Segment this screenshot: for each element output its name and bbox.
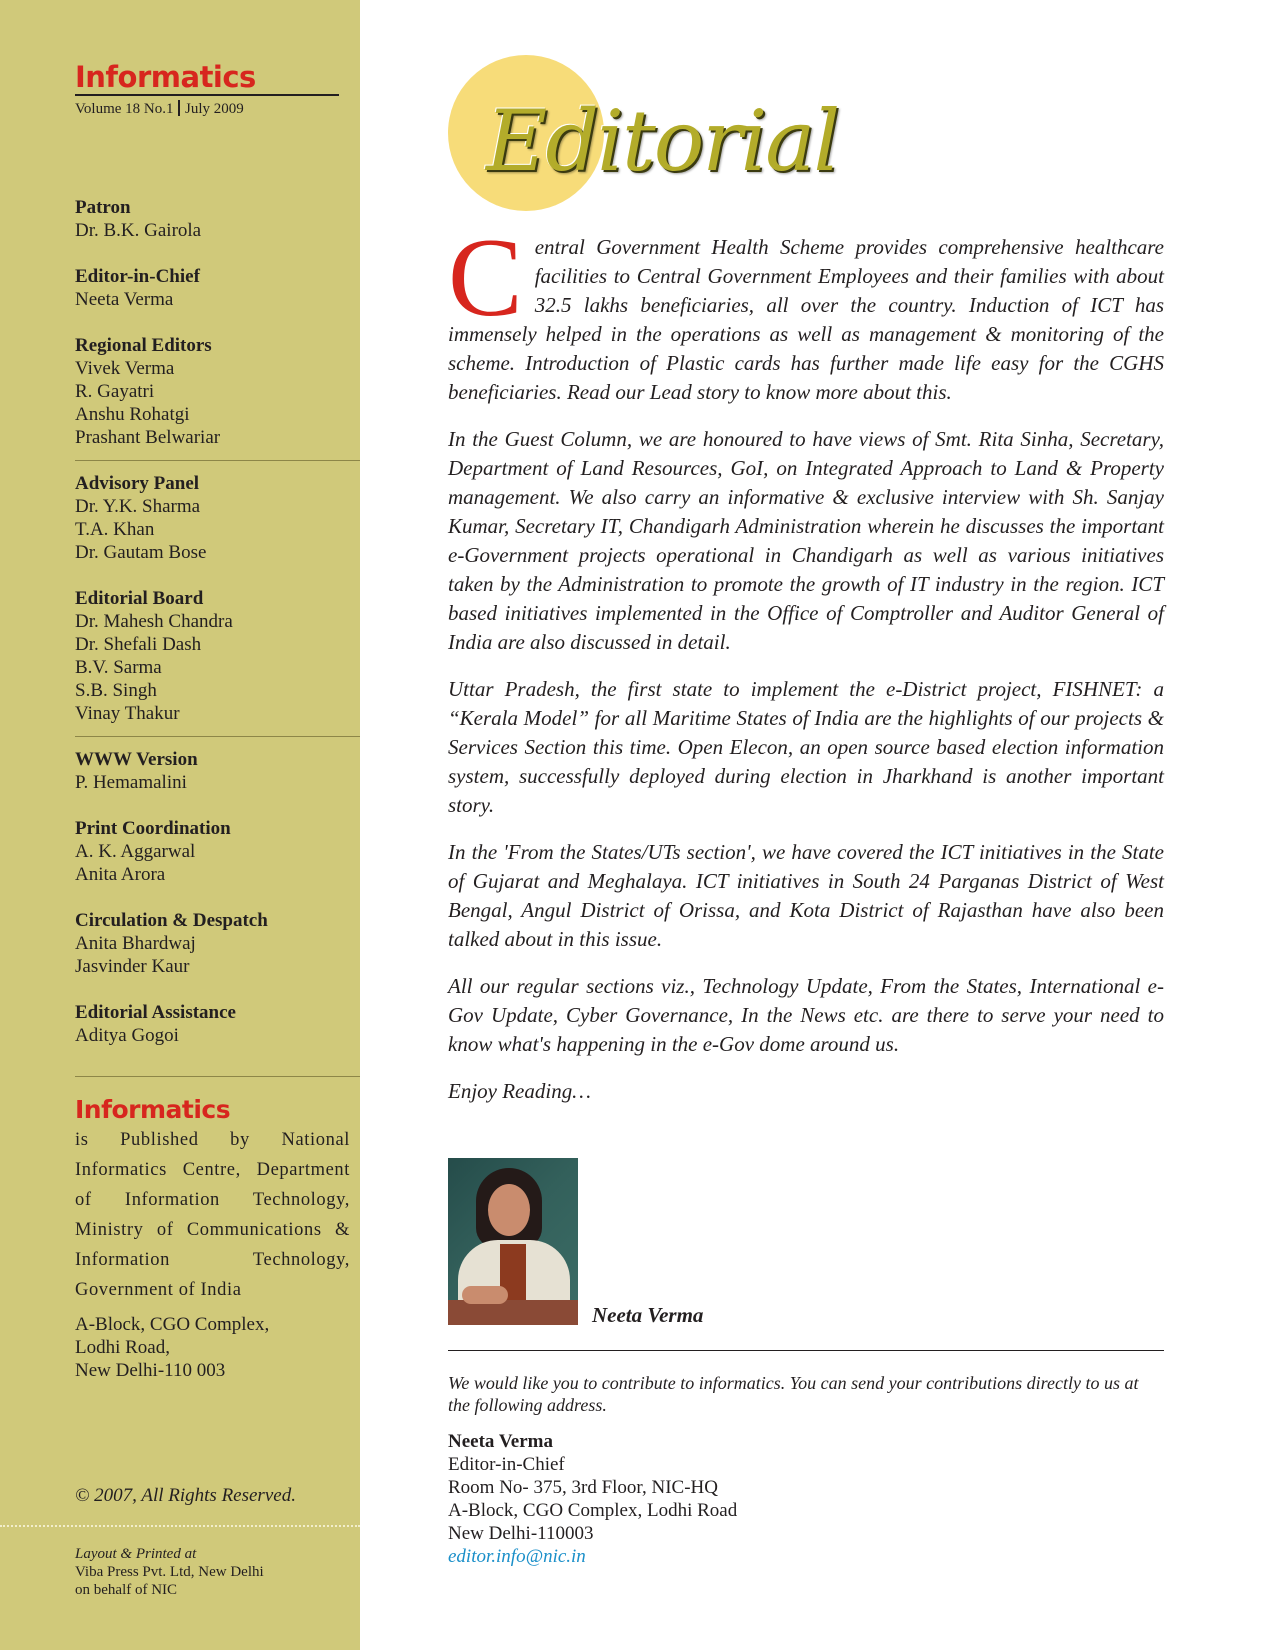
issue-volume: Volume 18 No.1 <box>75 101 174 117</box>
credit-group <box>75 265 360 311</box>
photo-table-shape <box>448 1300 578 1325</box>
publisher-block <box>75 1095 350 1382</box>
credit-name: Vivek Verma <box>75 358 175 379</box>
masthead-sidebar <box>0 0 360 1650</box>
credit-name: Anita Arora <box>75 864 166 885</box>
publisher-text: is Published by National Informatics Centre, Department of Information Technology, Ministry of Communications & Information Technology, Government of India <box>75 1130 350 1300</box>
editorial-paragraph: All our regular sections viz., Technology Update, From the States, International e-Gov Update, Cyber Governance, In the News etc. are there to serve your need to know what's happening in the e-Gov dome around us. <box>448 974 1164 1056</box>
printer-info <box>75 1545 264 1599</box>
editorial-paragraph: In the 'From the States/UTs section', we have covered the ICT initiatives in the State of Gujarat and Meghalaya. ICT initiatives in South 24 Parganas District of West Bengal, Angul District of Orissa, and Kota District of Rajasthan have also been talked about in this issue. <box>448 840 1164 951</box>
credit-group <box>75 1001 360 1047</box>
contact-line: New Delhi-110003 <box>448 1523 594 1544</box>
photo-face-shape <box>488 1184 530 1236</box>
contact-name: Neeta Verma <box>448 1431 553 1452</box>
credit-role: Patron <box>75 197 131 218</box>
credit-role: Circulation & Despatch <box>75 910 268 931</box>
credit-group <box>75 909 360 978</box>
credit-name: Dr. Y.K. Sharma <box>75 496 201 517</box>
issue-separator <box>178 100 180 116</box>
drop-cap: C <box>448 216 523 340</box>
publisher-rule <box>75 1076 360 1077</box>
credit-role: Regional Editors <box>75 335 212 356</box>
credit-divider <box>75 725 360 748</box>
credit-name: P. Hemamalini <box>75 772 187 793</box>
credit-divider <box>75 449 360 472</box>
credit-role: Editorial Assistance <box>75 1002 236 1023</box>
contribution-note: We would like you to contribute to informatics. You can send your contributions directly to us at the following address. <box>448 1373 1139 1415</box>
contact-line: Room No- 375, 3rd Floor, NIC-HQ <box>448 1477 718 1498</box>
credit-group <box>75 817 360 886</box>
first-paragraph-text: entral Government Health Scheme provides comprehensive healthcare facilities to Central Government Employees and their families with about 32.5 lakhs beneficiaries, all over the country. Induction of ICT has immensely helped in the operations as well as management & monitoring of the scheme. Introduction of Plastic cards has further made life easy for the CGHS beneficiaries. Read our Lead story to know more about this. <box>448 235 1164 404</box>
credit-role: Advisory Panel <box>75 473 200 494</box>
editorial-heading-block <box>448 55 848 215</box>
credit-role: Editorial Board <box>75 588 204 609</box>
credit-role: Editor-in-Chief <box>75 266 200 287</box>
address-line: New Delhi-110 003 <box>75 1360 226 1381</box>
credit-name: Neeta Verma <box>75 289 174 310</box>
credit-group <box>75 196 360 242</box>
printer-line: Viba Press Pvt. Ltd, New Delhi <box>75 1564 264 1580</box>
credit-spacer <box>75 794 360 817</box>
editor-signature: Neeta Verma <box>592 1303 704 1327</box>
credit-spacer <box>75 242 360 265</box>
dotted-divider <box>0 1525 360 1527</box>
printer-label: Layout & Printed at <box>75 1546 197 1562</box>
credit-group <box>75 748 360 794</box>
page-title: Editorial <box>486 92 839 190</box>
credit-group <box>75 472 360 564</box>
publisher-title: Informatics <box>75 1095 231 1124</box>
credit-spacer <box>75 564 360 587</box>
credit-name: Anshu Rohatgi <box>75 404 190 425</box>
credit-name: Jasvinder Kaur <box>75 956 190 977</box>
credit-name: R. Gayatri <box>75 381 155 402</box>
contribution-rule <box>448 1350 1164 1351</box>
credit-spacer <box>75 311 360 334</box>
credit-name: A. K. Aggarwal <box>75 841 196 862</box>
publisher-address <box>75 1313 350 1382</box>
credits-list <box>75 196 360 1047</box>
editorial-paragraph: In the Guest Column, we are honoured to have views of Smt. Rita Sinha, Secretary, Department of Land Resources, GoI, on Integrated Approach to Land & Property management. We also carry an informative & exclusive interview with Sh. Sanjay Kumar, Secretary IT, Chandigarh Administration wherein he discusses the important e-Government projects operational in Chandigarh as well as various initiatives taken by the Administration to promote the growth of IT industry in the region. ICT based initiatives implemented in the Office of Comptroller and Auditor General of India are also discussed in detail. <box>448 427 1164 654</box>
contact-line: Editor-in-Chief <box>448 1454 565 1475</box>
address-line: A-Block, CGO Complex, <box>75 1314 270 1335</box>
address-line: Lodhi Road, <box>75 1337 170 1358</box>
credit-name: Vinay Thakur <box>75 703 180 724</box>
printer-line: on behalf of NIC <box>75 1582 178 1598</box>
credit-name: Dr. B.K. Gairola <box>75 220 202 241</box>
credit-name: B.V. Sarma <box>75 657 162 678</box>
credit-group <box>75 587 360 725</box>
copyright-notice: © 2007, All Rights Reserved. <box>75 1485 296 1506</box>
credit-name: Anita Bhardwaj <box>75 933 196 954</box>
issue-info <box>75 100 360 118</box>
credit-name: Aditya Gogoi <box>75 1025 179 1046</box>
masthead-header <box>75 60 360 118</box>
editorial-paragraph: Uttar Pradesh, the first state to implement the e-District project, FISHNET: a “Kerala Model” for all Maritime States of India are the highlights of our projects & Services Section this time. Open Elecon, an open source based election information system, successfully deployed during election in Jharkhand is another important story. <box>448 677 1164 817</box>
editorial-paragraph <box>448 216 1164 407</box>
credit-name: Dr. Mahesh Chandra <box>75 611 233 632</box>
credit-name: S.B. Singh <box>75 680 157 701</box>
credit-name: Dr. Shefali Dash <box>75 634 202 655</box>
title-rule <box>75 94 339 96</box>
editor-photo <box>448 1158 578 1325</box>
credit-name: T.A. Khan <box>75 519 155 540</box>
credit-role: Print Coordination <box>75 818 231 839</box>
credit-role: WWW Version <box>75 749 198 770</box>
contact-block <box>448 1430 737 1568</box>
photo-hand-shape <box>462 1286 508 1304</box>
issue-date: July 2009 <box>184 101 244 117</box>
closing-line: Enjoy Reading… <box>448 1079 591 1103</box>
credit-name: Prashant Belwariar <box>75 427 221 448</box>
credit-name: Dr. Gautam Bose <box>75 542 207 563</box>
credit-spacer <box>75 978 360 1001</box>
editorial-body <box>448 216 1164 1124</box>
credit-spacer <box>75 886 360 909</box>
contact-line: A-Block, CGO Complex, Lodhi Road <box>448 1500 738 1521</box>
credit-group <box>75 334 360 449</box>
contact-email-link[interactable]: editor.info@nic.in <box>448 1546 586 1567</box>
magazine-title: Informatics <box>75 60 256 94</box>
